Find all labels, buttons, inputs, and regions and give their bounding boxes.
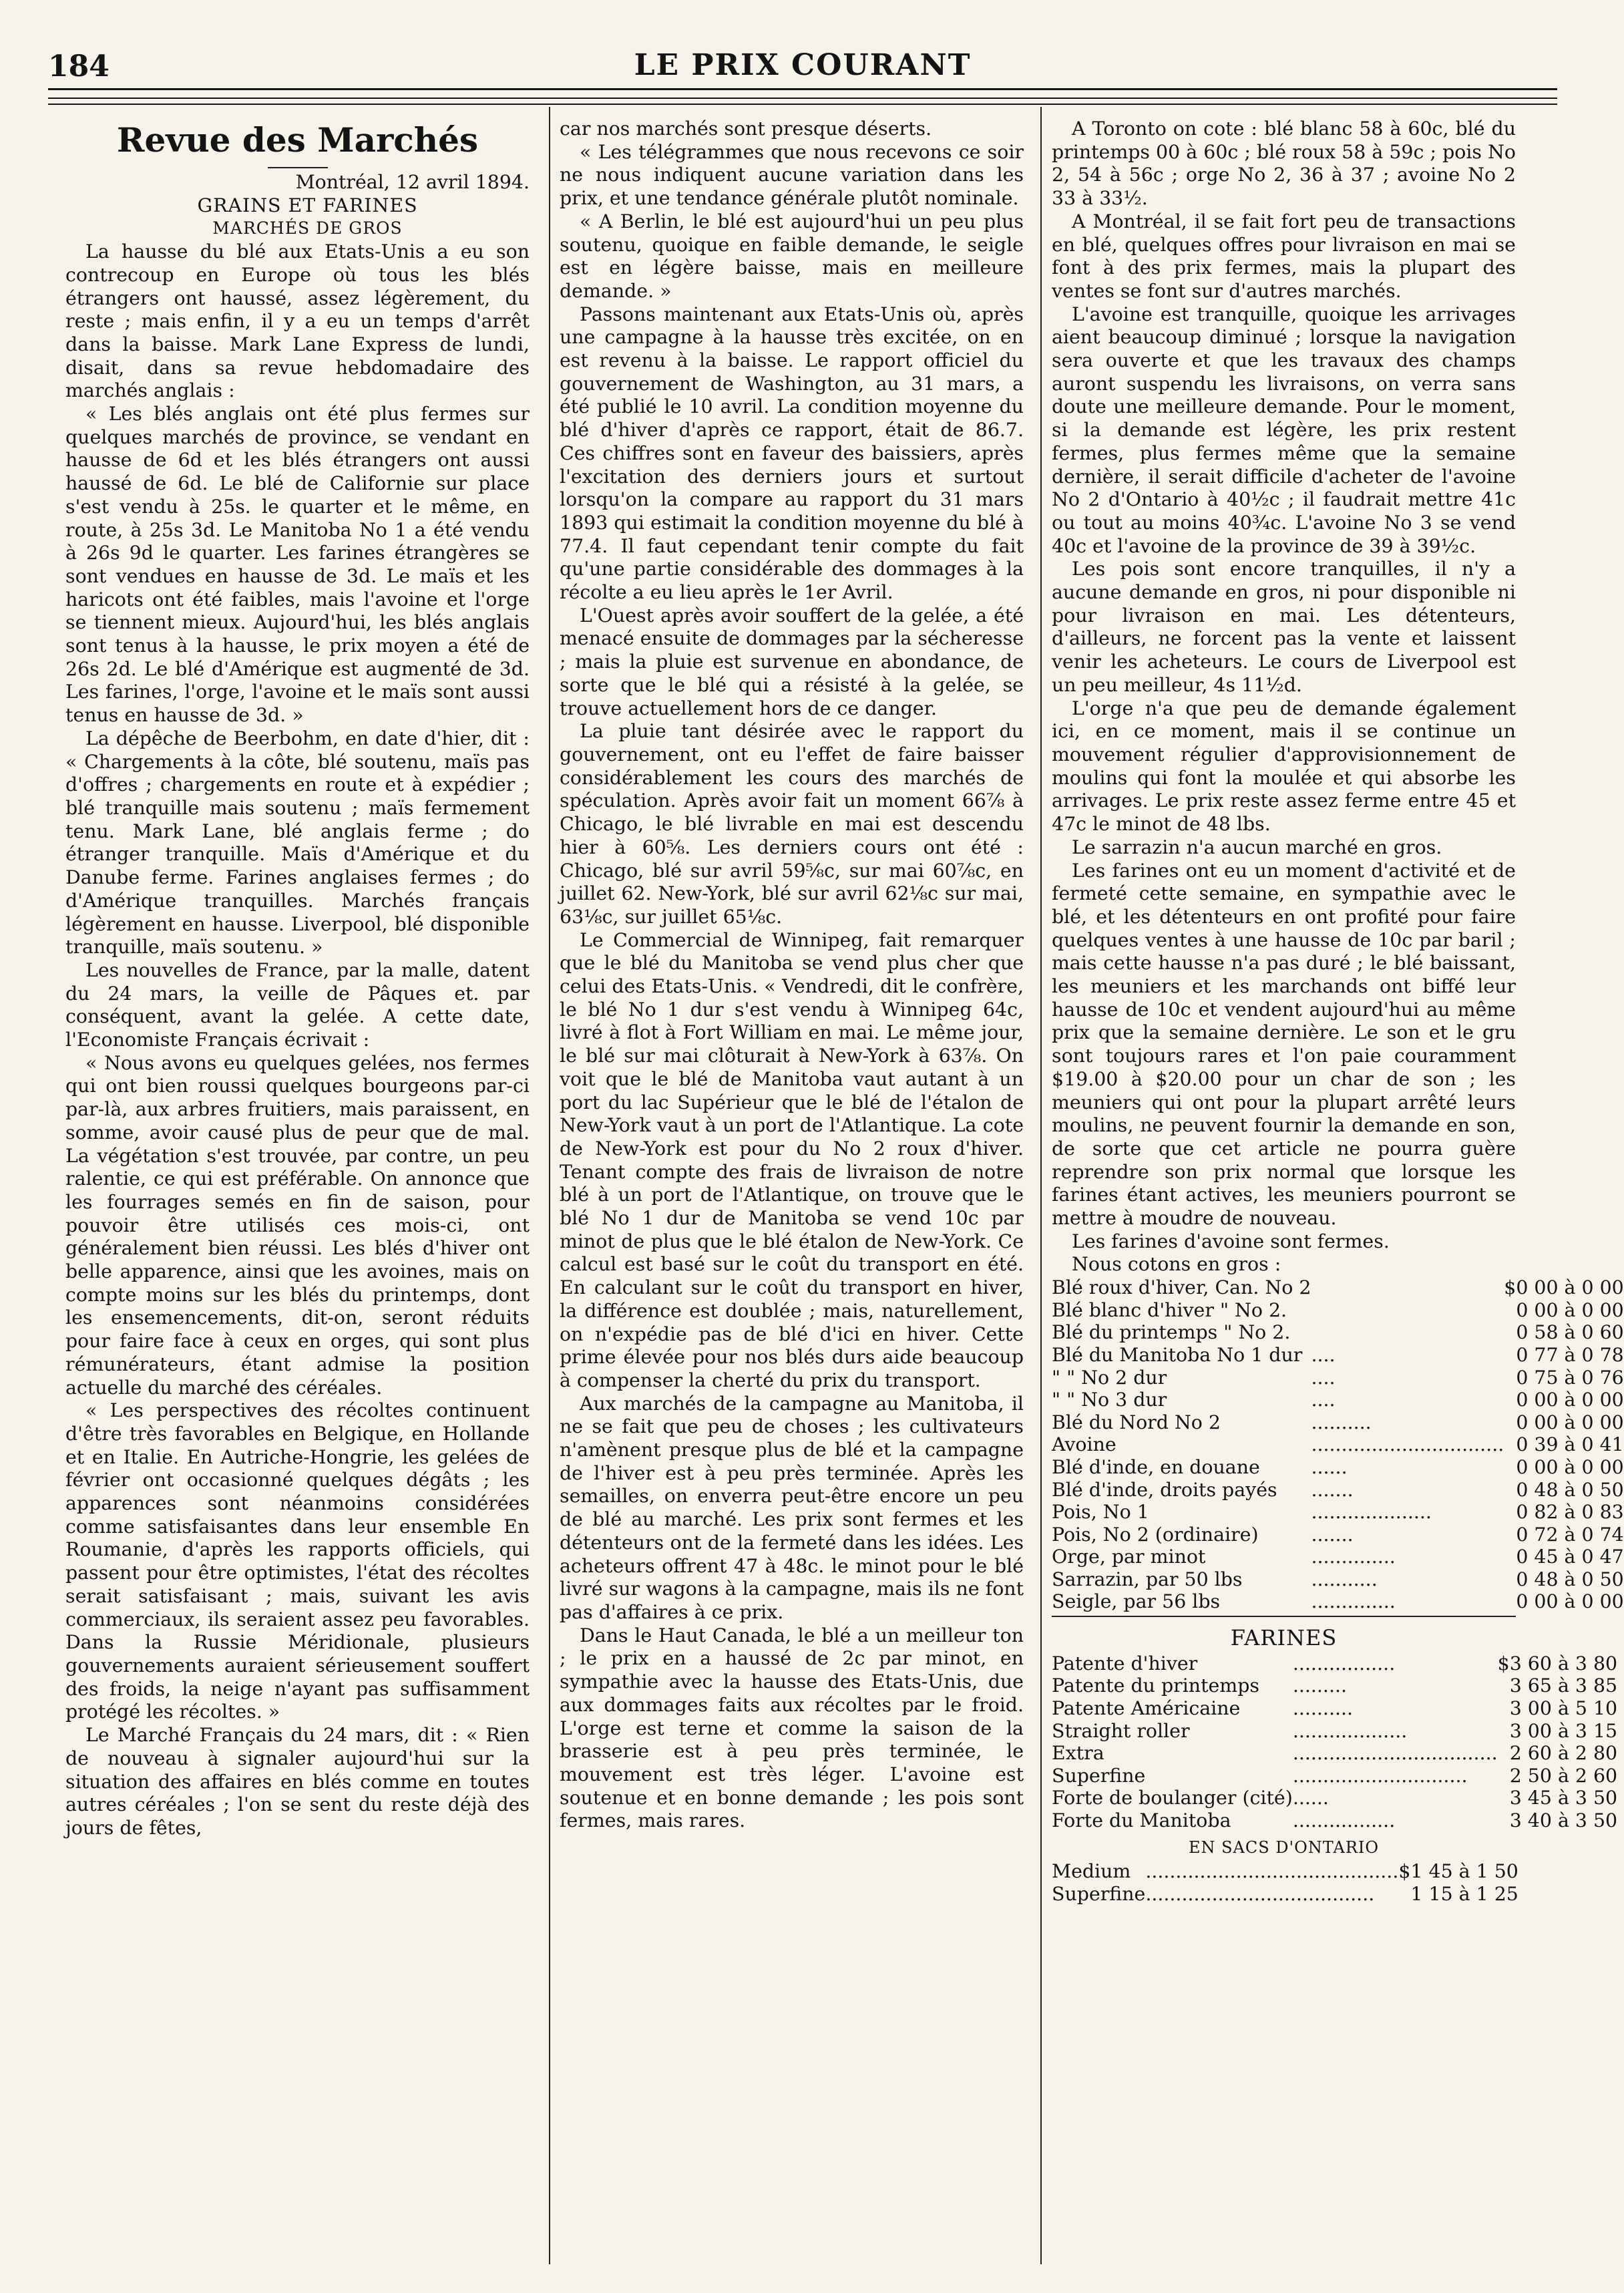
price-label: Blé blanc d'hiver " No 2. [1052, 1298, 1287, 1321]
paragraph: Les farines d'avoine sont fermes. [1072, 1230, 1390, 1252]
price-value: 1 15 à 1 25 [1410, 1882, 1518, 1905]
leader-dots: .... [1311, 1343, 1336, 1366]
paragraph: La pluie tant désirée avec le rapport du gouvernement, ont eu l'effet de faire baisser considérablement les cours des marchés de spéculation. Après avoir fait un moment 66⅞ à Chicago, le blé livrable en mai est descendu hier à 60⅝. Les derniers cours ont été : Chicago, blé sur avril 59⅝c, sur mai 60⅞c, en juillet 62. New-York, blé sur avril 62⅛c sur mai, 63⅛c, sur juillet 65⅛c. [560, 720, 1024, 928]
paragraph: L'Ouest après avoir souffert de la gelée, a été menacé ensuite de dommages par la sécheresse ; mais la pluie est survenue en abondance, de sorte que le blé qui a résisté à la gelée, se trouve actuellement hors de ce danger. [560, 604, 1024, 719]
paragraph: La hausse du blé aux Etats-Unis a eu son contrecoup en Europe où tous les blés étrangers ont haussé, assez légèrement, du reste ; mais enfin, il y a eu un temps d'arrêt dans la baisse. Mark Lane Express de lundi, disait, dans sa revue hebdomadaire des marchés anglais : [65, 240, 530, 402]
price-label: Pois, No 1 [1052, 1501, 1149, 1524]
price-value: $1 45 à 1 50 [1398, 1860, 1518, 1883]
leader-dots: .... [1311, 1366, 1336, 1389]
paragraph: A Montréal, il se fait fort peu de transactions en blé, quelques offres pour livraison en mai se font à des prix fermes, mais la plupart des ventes se font sur d'autres marchés. [1052, 210, 1516, 302]
leader-dots: ...................................... [1145, 1882, 1375, 1905]
page-number: 184 [48, 49, 110, 83]
column-2 [560, 118, 1024, 2255]
price-row [1052, 1344, 1624, 1367]
price-label: " " No 2 dur [1052, 1366, 1167, 1389]
leader-dots: .............. [1311, 1590, 1396, 1613]
leader-dots: .................................. [1292, 1742, 1498, 1765]
price-row [1052, 1742, 1617, 1765]
header-rule [48, 88, 1557, 90]
column-divider [549, 107, 550, 2264]
price-value: 0 48 à 0 50 [1516, 1568, 1624, 1590]
price-row [1052, 1479, 1624, 1502]
price-value: 0 72 à 0 74 [1516, 1523, 1624, 1546]
paragraph: L'avoine est tranquille, quoique les arrivages aient beaucoup diminué ; lorsque la navigation sera ouverte et que les travaux des champs auront suspendu les livraisons, on verra sans doute une meilleure demande. Pour le moment, si la demande est légère, les prix restent fermes, plus fermes même que la semaine dernière, il serait difficile d'acheter de l'avoine No 2 d'Ontario à 40½c ; il faudrait mettre 41c ou tout au moins 40¾c. L'avoine No 3 se vend 40c et l'avoine de la province de 39 à 39½c. [1052, 303, 1516, 557]
price-label: Straight roller [1052, 1719, 1190, 1742]
price-label: Avoine [1052, 1433, 1116, 1456]
table-intro: Nous cotons en gros : [1072, 1253, 1281, 1276]
header-rule [48, 98, 1557, 99]
price-label: Blé du Nord No 2 [1052, 1411, 1221, 1433]
price-label: Sarrazin, par 50 lbs [1052, 1568, 1243, 1590]
leader-dots: .......................................... [1145, 1860, 1399, 1883]
column-divider [1040, 107, 1042, 2264]
leader-dots: ...... [1311, 1455, 1348, 1478]
leader-dots: ....... [1311, 1478, 1354, 1501]
price-value: 0 00 à 0 00 [1516, 1411, 1624, 1433]
price-value: 2 60 à 2 80 [1509, 1742, 1618, 1765]
journal-title: LE PRIX COURANT [634, 48, 972, 82]
column-3 [1052, 118, 1624, 2255]
price-value: 0 77 à 0 78 [1516, 1343, 1624, 1366]
leader-dots: ....... [1311, 1523, 1354, 1546]
paragraph: Passons maintenant aux Etats-Unis où, après une campagne à la hausse très excitée, on en est revenu à la baisse. Le rapport officiel du gouvernement de Washington, au 31 mars, a été publié le 10 avril. La condition moyenne du blé d'hiver d'après ce rapport, était de 86.7. Ces chiffres sont en faveur des baissiers, après l'excitation des derniers jours et surtout lorsqu'on la compare au rapport du 31 mars 1893 qui estimait la condition moyenne du blé à 77.4. Il faut cependant tenir compte du fait qu'une partie considérable des dommages à la récolte a eu lieu après le 1er Avril. [560, 303, 1024, 604]
grain-price-table [1052, 1276, 1624, 1613]
sacs-title: EN SACS D'ONTARIO [1188, 1837, 1380, 1857]
price-value: 0 00 à 0 00 [1516, 1455, 1624, 1478]
paragraph: Le Marché Français du 24 mars, dit : « Rien de nouveau à signaler aujourd'hui sur la situation des affaires en blés comme en toutes autres céréales ; l'on se sent du reste déjà des jours de fêtes, [65, 1724, 530, 1839]
price-value: 3 65 à 3 85 [1509, 1674, 1618, 1697]
price-label: Superfine [1052, 1764, 1146, 1787]
farines-title: FARINES [1230, 1625, 1338, 1651]
price-value: $3 60 à 3 80 [1497, 1652, 1618, 1674]
price-value: 3 00 à 3 15 [1509, 1719, 1618, 1742]
price-row [1052, 1720, 1617, 1743]
price-value: 0 48 à 0 50 [1516, 1478, 1624, 1501]
title-rule [268, 167, 328, 168]
price-label: Superfine [1052, 1882, 1146, 1905]
price-label: Medium [1052, 1860, 1131, 1883]
leader-dots: ......... [1292, 1674, 1348, 1697]
leader-dots: .... [1311, 1389, 1336, 1411]
leader-dots: .............. [1311, 1546, 1396, 1568]
paragraph: car nos marchés sont presque déserts. [560, 118, 932, 140]
price-row [1052, 1321, 1624, 1344]
price-value: 0 00 à 0 00 [1516, 1590, 1624, 1613]
price-label: Blé roux d'hiver, Can. No 2 [1052, 1276, 1311, 1299]
price-row [1052, 1809, 1617, 1832]
paragraph: La dépêche de Beerbohm, en date d'hier, dit : « Chargements à la côte, blé soutenu, maïs pas d'offres ; chargements en route et à expédier ; blé tranquille mais soutenu ; maïs fermement tenu. Mark Lane, blé anglais ferme ; do étranger tranquille. Maïs d'Amérique et du Danube ferme. Farines anglaises fermes ; do d'Amérique tranquilles. Marchés français légèrement en hausse. Liverpool, blé disponible tranquille, maïs soutenu. » [65, 727, 530, 958]
price-row [1052, 1697, 1617, 1720]
leader-dots: .......... [1311, 1411, 1372, 1433]
dateline: Montréal, 12 avril 1894. [295, 171, 530, 193]
price-value: 2 50 à 2 60 [1509, 1764, 1618, 1787]
price-value: 0 82 à 0 83 [1516, 1501, 1624, 1524]
subheading: MARCHÉS DE GROS [212, 218, 403, 238]
price-value: 0 00 à 0 00 [1516, 1298, 1624, 1321]
price-label: Blé d'inde, en douane [1052, 1455, 1260, 1478]
price-label: Blé d'inde, droits payés [1052, 1478, 1277, 1501]
price-row [1052, 1568, 1624, 1591]
leader-dots [1311, 1276, 1504, 1299]
paragraph: Le Commercial de Winnipeg, fait remarquer que le blé du Manitoba se vend plus cher que celui des Etats-Unis. « Vendredi, dit le confrère, le blé No 1 dur s'est vendu à Winnipeg 64c, livré à flot à Fort William en mai. Le même jour, le blé sur mai clôturait à New-York à 63⅞. On voit que le blé de Manitoba vaut autant à un port du lac Supérieur que le blé de l'étalon de New-York vaut à un port de l'Atlantique. La cote de New-York est pour du No 2 roux d'hiver. Tenant compte des frais de livraison de notre blé à un port de l'Atlantique, on trouve que le blé No 1 dur de Manitoba se vend 10c par minot de plus que le blé étalon de New-York. Ce calcul est basé sur le coût du transport en été. En calculant sur le coût du transport en hiver, la différence est doublée ; mais, naturellement, on n'expédie pas de blé d'ici en hiver. Cette prime élevée pour nos blés durs aide beaucoup à compenser la cherté du prix du transport. [560, 928, 1024, 1391]
paragraph: « Les télégrammes que nous recevons ce soir ne nous indiquent aucune variation dans les prix, et une tendance générale plutôt nominale. [560, 140, 1024, 210]
column-1 [65, 118, 530, 2255]
paragraph: Les nouvelles de France, par la malle, datent du 24 mars, la veille de Pâques et. par conséquent, avant la gelée. A cette date, l'Economiste Français écrivait : [65, 958, 530, 1051]
price-row [1052, 1389, 1624, 1411]
price-label: " " No 3 dur [1052, 1389, 1167, 1411]
leader-dots [1311, 1321, 1504, 1344]
price-row [1052, 1411, 1624, 1434]
price-value: 0 00 à 0 00 [1516, 1389, 1624, 1411]
heading: GRAINS ET FARINES [197, 194, 418, 216]
price-row [1052, 1883, 1518, 1906]
page-header [48, 48, 1557, 88]
price-label: Blé du Manitoba No 1 dur [1052, 1343, 1303, 1366]
flour-price-table [1052, 1652, 1617, 1832]
leader-dots: ................. [1292, 1809, 1396, 1831]
price-row [1052, 1765, 1617, 1787]
paragraph: « Les blés anglais ont été plus fermes sur quelques marchés de province, se vendant en hausse de 6d et les blés étrangers ont aussi haussé de 6d. Le blé de Californie sur place s'est vendu à 25s. le quarter et le même, en route, à 25s 3d. Le Manitoba No 1 a été vendu à 26s 9d le quarter. Les farines étrangères se sont vendues en hausse de 3d. Le maïs et les haricots ont été faibles, mais l'avoine et l'orge se tiennent mieux. Aujourd'hui, les blés anglais sont tenus à la hausse, le prix moyen a été de 26s 2d. Le blé d'Amérique est augmenté de 3d. Les farines, l'orge, l'avoine et le maïs sont aussi tenus en hausse de 3d. » [65, 403, 530, 727]
price-row [1052, 1456, 1624, 1479]
paragraph: Dans le Haut Canada, le blé a un meilleur ton ; le prix en a haussé de 2c par minot, en sympathie avec la hausse des Etats-Unis, due aux dommages faits aux récoltes par le froid. L'orge est terne et comme la saison de la brasserie est à peu près terminée, le mouvement est très léger. L'avoine est soutenue et en bonne demande ; les pois sont fermes, mais rares. [560, 1624, 1024, 1832]
paragraph: « A Berlin, le blé est aujourd'hui un peu plus soutenu, quoique en faible demande, le seigle est en légère baisse, mais en meilleure demande. » [560, 210, 1024, 302]
price-row [1052, 1367, 1624, 1389]
paragraph: A Toronto on cote : blé blanc 58 à 60c, blé du printemps 00 à 60c ; blé roux 58 à 59c ; pois No 2, 54 à 56c ; orge No 2, 36 à 37 ; avoine No 2 33 à 33½. [1052, 118, 1516, 210]
price-value: 0 39 à 0 41 [1516, 1433, 1624, 1456]
price-label: Blé du printemps " No 2. [1052, 1321, 1291, 1344]
leader-dots [1311, 1299, 1504, 1322]
price-row [1052, 1787, 1617, 1809]
price-row [1052, 1590, 1624, 1613]
price-row [1052, 1652, 1617, 1675]
price-row [1052, 1501, 1624, 1524]
price-value: 0 75 à 0 76 [1516, 1366, 1624, 1389]
paragraph: « Les perspectives des récoltes continuent d'être très favorables en Belgique, en Hollande et en Italie. En Autriche-Hongrie, les gelées de février ont occasionné quelques dégâts ; les apparences sont néanmoins considérées comme satisfaisantes dans leur ensemble En Roumanie, d'après les rapports officiels, qui passent pour être optimistes, l'état des récoltes serait satisfaisant ; mais, suivant les avis commerciaux, ils seraient assez peu favorables. Dans la Russie Méridionale, plusieurs gouvernements auraient sérieusement souffert des froids, la neige n'ayant pas suffisamment protégé les récoltes. » [65, 1399, 530, 1723]
price-label: Orge, par minot [1052, 1546, 1206, 1568]
price-row [1052, 1860, 1518, 1883]
price-value: $0 00 à 0 00 [1504, 1276, 1624, 1299]
price-row [1052, 1276, 1624, 1299]
price-label: Forte du Manitoba [1052, 1809, 1231, 1831]
paragraph: L'orge n'a que peu de demande également ici, en ce moment, mais il se continue un mouvement régulier d'approvisionnement de moulins qui font la moulée et qui absorbe les arrivages. Le prix reste assez ferme entre 45 et 47c le minot de 48 lbs. [1052, 697, 1516, 836]
price-row [1052, 1524, 1624, 1546]
price-label: Pois, No 2 (ordinaire) [1052, 1523, 1259, 1546]
leader-dots: ................... [1292, 1719, 1408, 1742]
price-label: Extra [1052, 1742, 1104, 1765]
price-value: 3 00 à 5 10 [1509, 1697, 1618, 1719]
leader-dots: ............................. [1292, 1764, 1468, 1787]
paragraph: Les pois sont encore tranquilles, il n'y a aucune demande en gros, ni pour disponible ni pour livraison en mai. Les détenteurs, d'ailleurs, ne forcent pas la vente et laissent venir les acheteurs. Le cours de Liverpool est un peu meilleur, 4s 11½d. [1052, 558, 1516, 696]
price-value: 0 45 à 0 47 [1516, 1546, 1624, 1568]
price-value: 0 58 à 0 60 [1516, 1321, 1624, 1344]
header-rule [48, 104, 1557, 105]
price-row [1052, 1433, 1624, 1456]
price-label: Patente du printemps [1052, 1674, 1259, 1697]
price-row [1052, 1674, 1617, 1697]
leader-dots: .................... [1311, 1501, 1432, 1524]
leader-dots: ................................ [1311, 1433, 1504, 1456]
leader-dots: .......... [1292, 1697, 1354, 1719]
leader-dots: ...... [1292, 1787, 1329, 1809]
price-row [1052, 1299, 1624, 1322]
leader-dots: ........... [1311, 1568, 1378, 1590]
price-value: 3 45 à 3 50 [1509, 1787, 1618, 1809]
price-value: 3 40 à 3 50 [1509, 1809, 1618, 1831]
table-rule [1052, 1616, 1516, 1617]
price-label: Forte de boulanger (cité) [1052, 1787, 1293, 1809]
paragraph: Les farines ont eu un moment d'activité et de fermeté cette semaine, en sympathie avec le blé, et les détenteurs en ont profité pour faire quelques ventes à une hausse de 10c par baril ; mais cette hausse n'a pas duré ; le blé baissant, les meuniers et les marchands ont biffé leur hausse de 10c et vendent aujourd'hui au même prix que la semaine dernière. Le son et le gru sont toujours rares et l'on paie couramment $19.00 à $20.00 pour un char de son ; les meuniers qui ont pour la plupart arrêté leurs moulins, ne peuvent fournir la demande en son, de sorte que cet article ne pourra guère reprendre son prix normal que lorsque les farines étant actives, les meuniers pourront se mettre à moudre de nouveau. [1052, 859, 1516, 1230]
paragraph: Le sarrazin n'a aucun marché en gros. [1072, 836, 1442, 858]
price-label: Seigle, par 56 lbs [1052, 1590, 1221, 1613]
leader-dots: ................. [1292, 1652, 1396, 1674]
section-title: Revue des Marchés [116, 120, 479, 160]
paragraph: Aux marchés de la campagne au Manitoba, il ne se fait que peu de choses ; les cultivateurs n'amènent presque plus de blé et la campagne de l'hiver est à peu près terminée. Après les semailles, on enverra peut-être encore un peu de blé au marché. Les prix sont fermes et les détenteurs ont de la fermeté dans les idées. Les acheteurs offrent 47 à 48c. le minot pour le blé livré sur wagons à la campagne, mais ils ne font pas d'affaires à ce prix. [560, 1392, 1024, 1623]
price-row [1052, 1546, 1624, 1568]
price-label: Patente Américaine [1052, 1697, 1241, 1719]
paragraph: « Nous avons eu quelques gelées, nos fermes qui ont bien roussi quelques bourgeons par-ci par-là, aux arbres fruitiers, mais paraissent, en somme, avoir causé plus de peur que de mal. La végétation s'est trouvée, par contre, un peu ralentie, ce qui est préférable. On annonce que les fourrages semés en fin de saison, pour pouvoir être utilisés ces mois-ci, ont généralement bien réussi. Les blés d'hiver ont belle apparence, ainsi que les avoines, mais on compte moins sur les blés du printemps, dont les ensemencements, dit-on, seront réduits pour faire face à ceux en orges, qui sont plus rémunérateurs, étant admise la position actuelle du marché des céréales. [65, 1051, 530, 1399]
price-label: Patente d'hiver [1052, 1652, 1198, 1674]
sacs-price-table [1052, 1860, 1518, 1905]
